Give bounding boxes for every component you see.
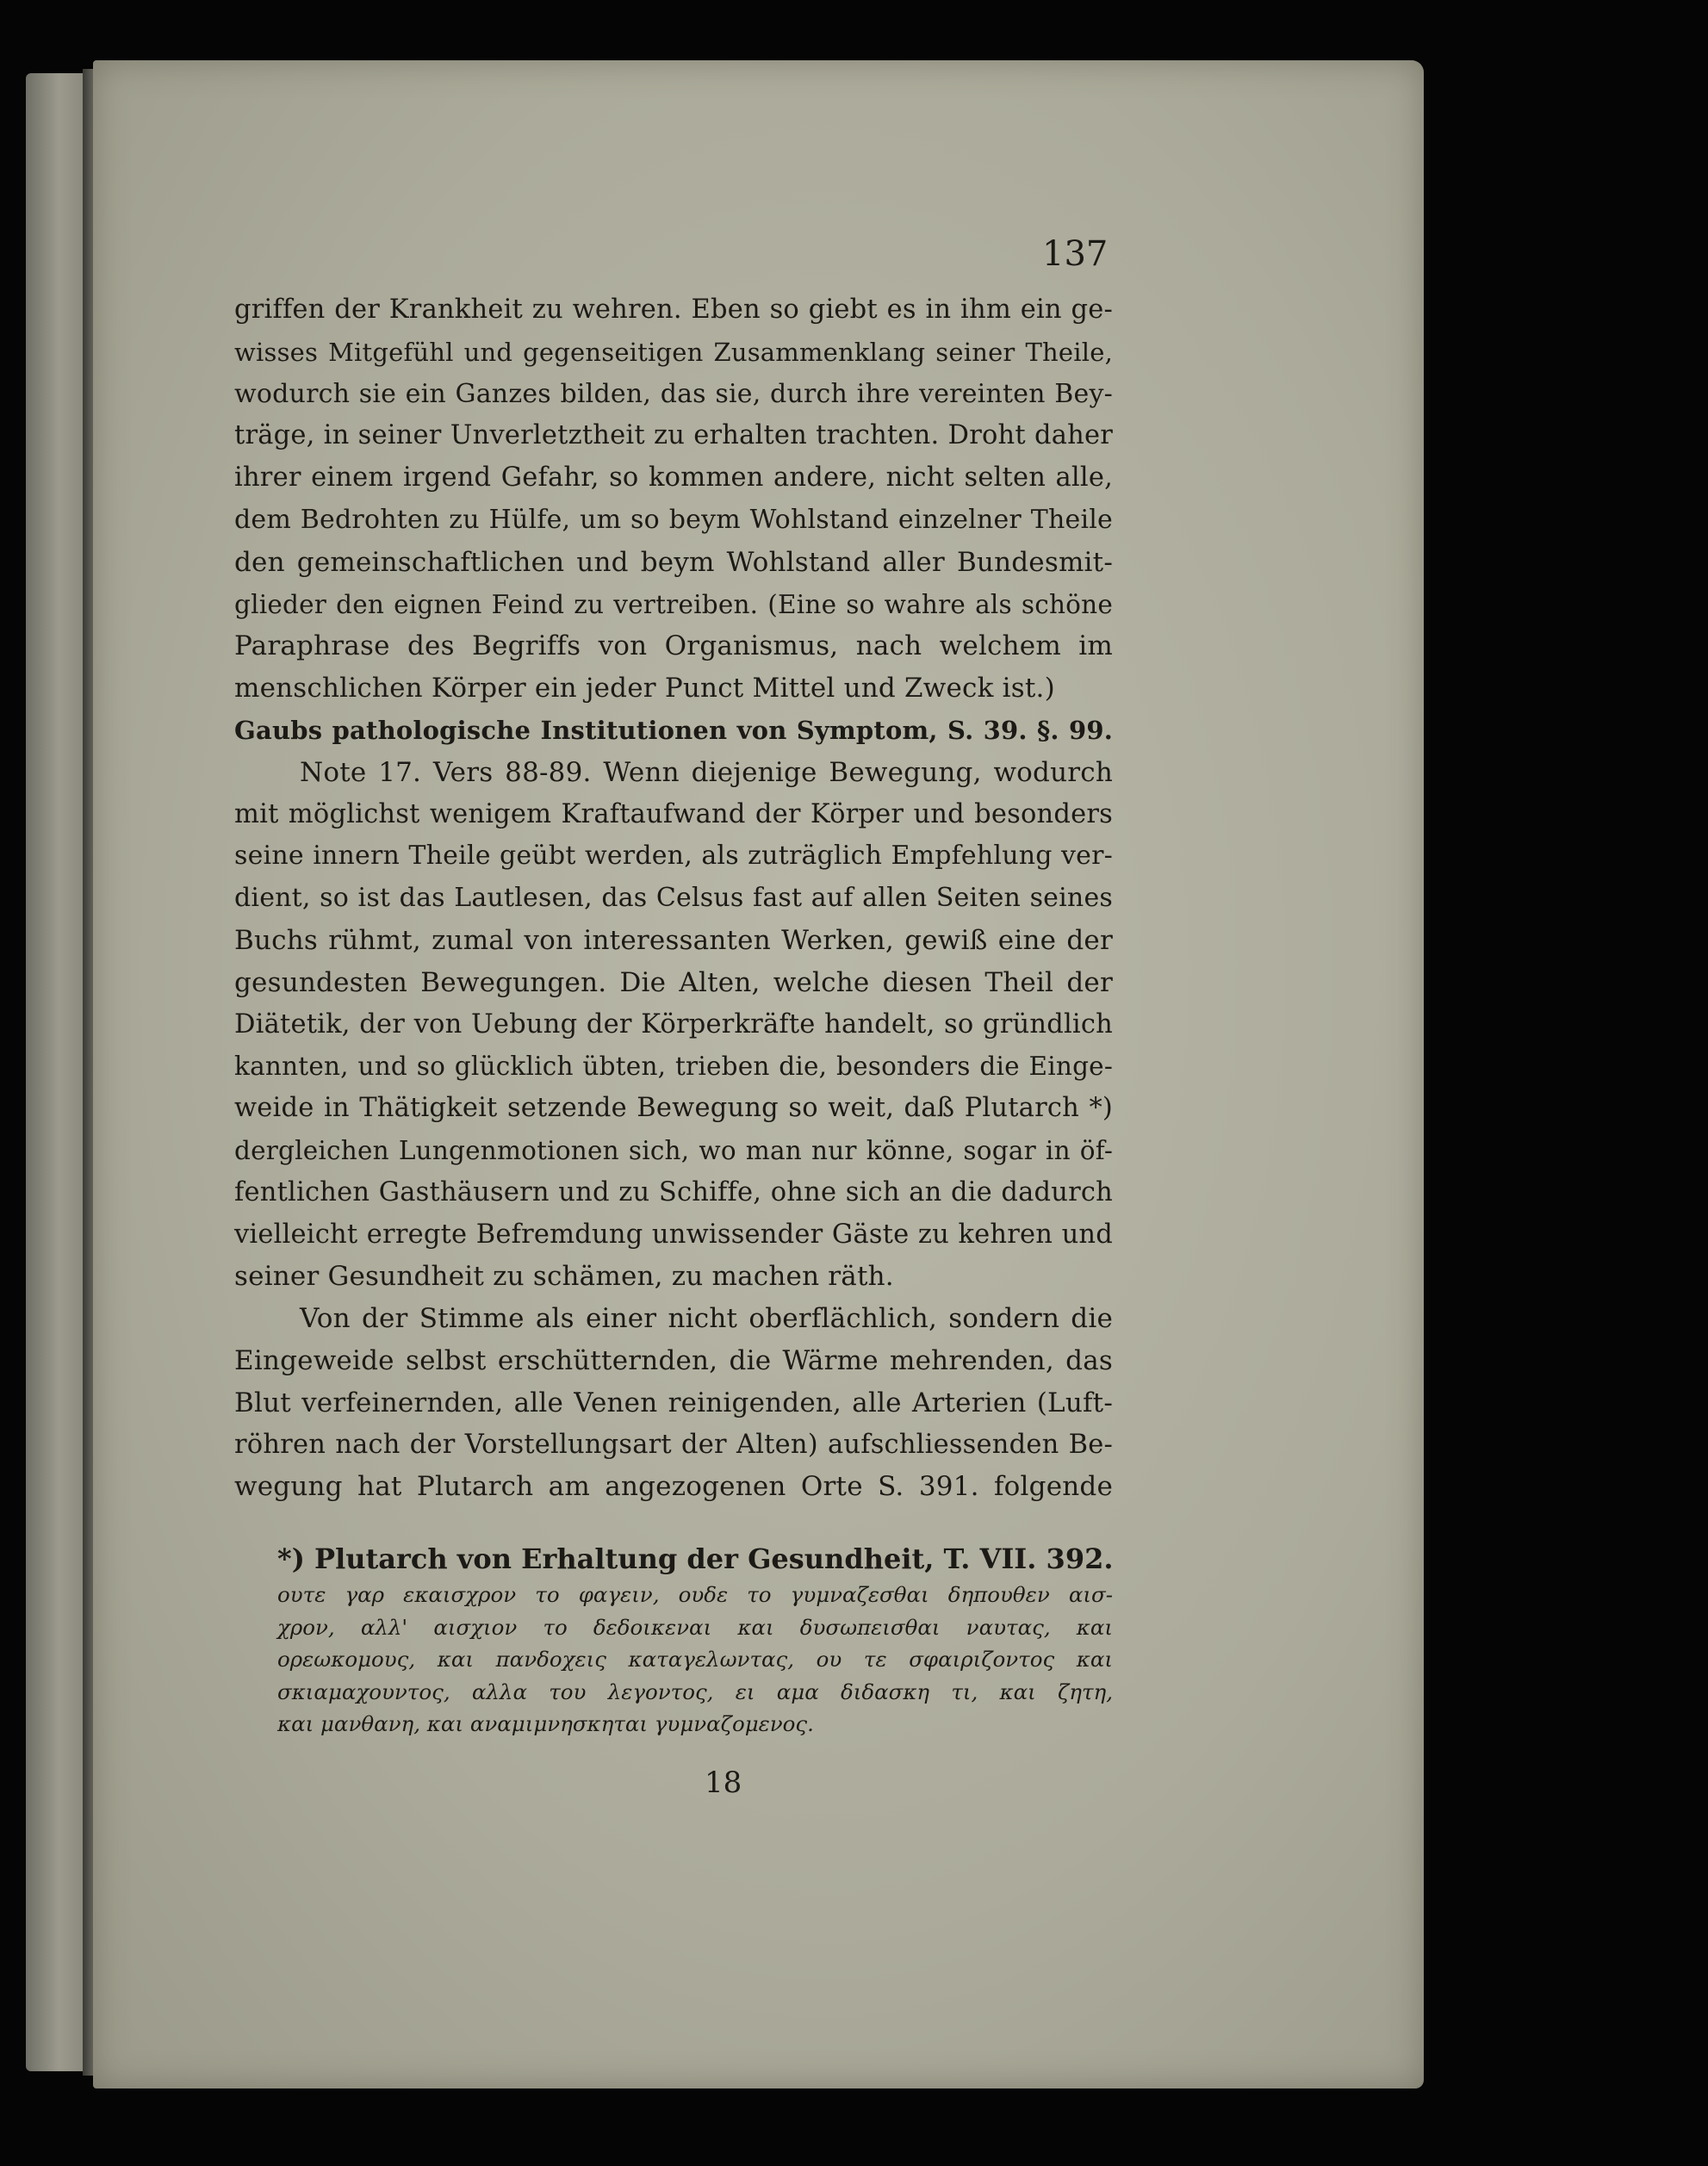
text-line: vielleicht erregte Befremdung unwissender Gäste zu kehren und (234, 1219, 1113, 1250)
text-line: wodurch sie ein Ganzes bilden, das sie, durch ihre vereinten Bey- (234, 378, 1113, 409)
text-line: Blut verfeinernden, alle Venen reinigenden, alle Arterien (Luft- (234, 1387, 1113, 1418)
signature-mark: 18 (705, 1766, 742, 1800)
text-line: Diätetik, der von Uebung der Körperkräfte handelt, so gründlich (234, 1009, 1113, 1040)
text-line: gesundesten Bewegungen. Die Alten, welche diesen Theil der (234, 966, 1113, 998)
citation-line: Gaubs pathologische Institutionen von Symptom, S. 39. §. 99. (234, 715, 1113, 745)
text-line: Buchs rühmt, zumal von interessanten Werken, gewiß eine der (234, 924, 1113, 956)
text-line: seiner Gesundheit zu schämen, zu machen räth. (234, 1261, 894, 1293)
previous-page-edge (26, 73, 86, 2071)
text-line: den gemeinschaftlichen und beym Wohlstand aller Bundesmit- (234, 546, 1113, 578)
text-line: träge, in seiner Unverletztheit zu erhalten trachten. Droht daher (234, 420, 1113, 451)
text-line: weide in Thätigkeit setzende Bewegung so weit, daß Plutarch *) (234, 1093, 1113, 1124)
greek-quote-line: και μανθανη, και αναμιμνησκηται γυμναζομενος. (277, 1711, 814, 1736)
text-line: Paraphrase des Begriffs von Organismus, nach welchem im (234, 630, 1113, 662)
text-line: seine innern Theile geübt werden, als zuträglich Empfehlung ver- (234, 841, 1113, 872)
text-line: kannten, und so glücklich übten, trieben die, besonders die Einge- (234, 1052, 1113, 1082)
page-number: 137 (1042, 234, 1109, 274)
text-line: glieder den eignen Feind zu vertreiben. (Eine so wahre als schöne (234, 589, 1113, 619)
greek-quote-line: ουτε γαρ εκαισχρον το φαγειν, ουδε το γυμναζεσθαι δηπουθεν αισ- (277, 1582, 1113, 1607)
text-line: wegung hat Plutarch am angezogenen Orte S. 391. folgende (234, 1471, 1113, 1503)
footnote (277, 1539, 1113, 1741)
text-line: dient, so ist das Lautlesen, das Celsus fast auf allen Seiten seines (234, 883, 1113, 914)
text-line: wisses Mitgefühl und gegenseitigen Zusammenklang seiner Theile, (234, 337, 1113, 367)
greek-quote-line: ορεωκομους, και πανδοχεις καταγελωντας, ου τε σφαιριζοντος και (277, 1647, 1113, 1672)
text-line: röhren nach der Vorstellungsart der Alten) aufschliessenden Be- (234, 1429, 1113, 1460)
text-line: Eingeweide selbst erschütternden, die Wärme mehrenden, das (234, 1344, 1113, 1376)
greek-quote-line: σκιαμαχουντος, αλλα του λεγοντος, ει αμα διδασκη τι, και ζητη, (277, 1679, 1113, 1704)
text-line: mit möglichst wenigem Kraftaufwand der Körper und besonders (234, 798, 1113, 829)
greek-quote-line: χρον, αλλ' αισχιον το δεδοικεναι και δυσωπεισθαι ναυτας, και (277, 1614, 1113, 1640)
footnote-heading: *) Plutarch von Erhaltung der Gesundheit, T. VII. 392. (277, 1542, 1114, 1575)
text-line: menschlichen Körper ein jeder Punct Mittel und Zweck ist.) (234, 673, 1055, 704)
text-line: dem Bedrohten zu Hülfe, um so beym Wohlstand einzelner Theile (234, 504, 1113, 535)
text-line: Von der Stimme als einer nicht oberflächlich, sondern die (300, 1303, 1113, 1335)
note-heading-line: Note 17. Vers 88-89. Wenn diejenige Bewegung, wodurch (300, 756, 1113, 788)
body-text (234, 289, 1113, 1508)
text-line: ihrer einem irgend Gefahr, so kommen andere, nicht selten alle, (234, 462, 1113, 493)
text-line: fentlichen Gasthäusern und zu Schiffe, ohne sich an die dadurch (234, 1176, 1113, 1207)
text-line: dergleichen Lungenmotionen sich, wo man nur könne, sogar in öf- (234, 1135, 1113, 1165)
text-line: griffen der Krankheit zu wehren. Eben so giebt es in ihm ein ge- (234, 295, 1113, 325)
